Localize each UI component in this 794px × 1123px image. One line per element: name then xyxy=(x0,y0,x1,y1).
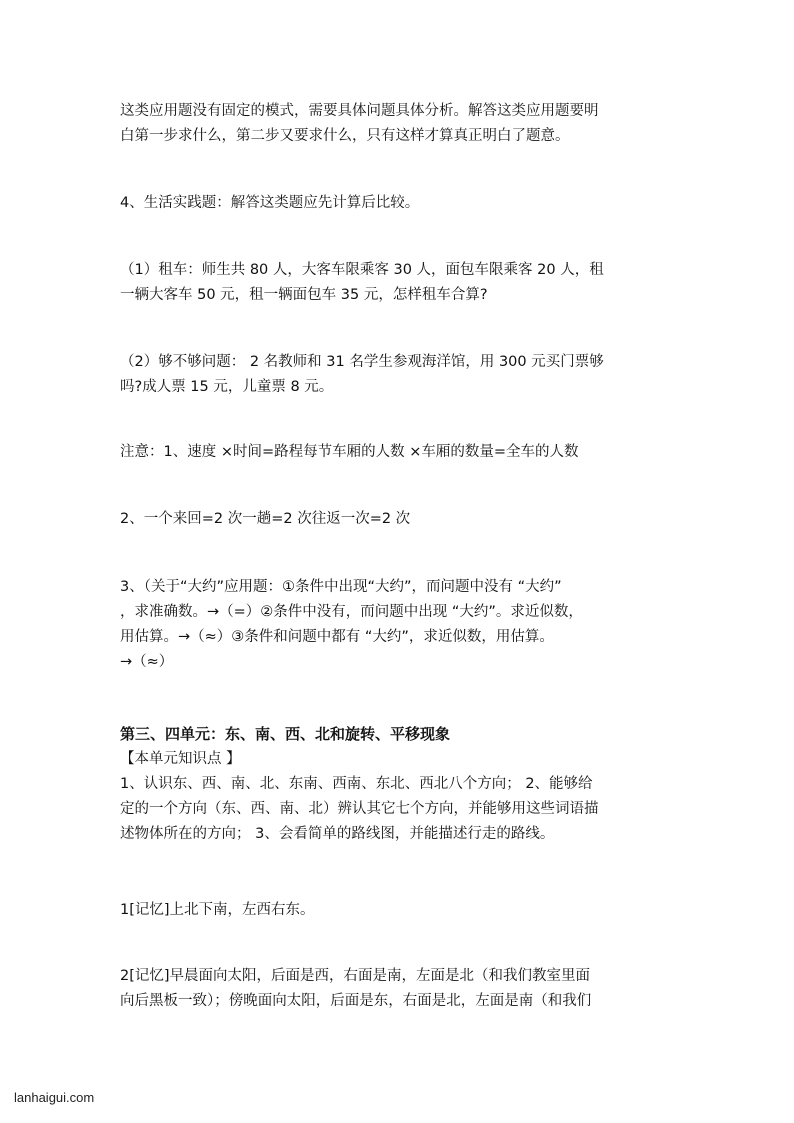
text-line: 1、认识东、西、南、北、东南、西南、东北、西北八个方向； 2、能够给 xyxy=(120,776,593,792)
item-4-paragraph xyxy=(120,191,680,216)
memory-2-paragraph xyxy=(120,964,680,1014)
text-line: （2）够不够问题： 2 名教师和 31 名学生参观海洋馆，用 300 元买门票够 xyxy=(120,354,604,370)
text-line: →（≈） xyxy=(120,654,174,670)
text-line: 定的一个方向（东、西、南、北）辨认其它七个方向，并能够用这些词语描 xyxy=(120,801,599,817)
text-line: 向后黑板一致）；傍晚面向太阳，后面是东，右面是北，左面是南（和我们 xyxy=(120,993,592,1009)
note-3-paragraph xyxy=(120,575,680,675)
text-line: 白第一步求什么，第二步又要求什么，只有这样才算真正明白了题意。 xyxy=(120,128,570,144)
knowledge-label: 【本单元知识点 】 xyxy=(120,751,241,767)
text-line: 4、生活实践题：解答这类题应先计算后比较。 xyxy=(120,195,420,211)
text-line: 吗?成人票 15 元，儿童票 8 元。 xyxy=(120,379,334,395)
text-line: ，求准确数。→（=）②条件中没有，而问题中出现 “大约”。求近似数， xyxy=(120,604,583,620)
enough-money-paragraph xyxy=(120,350,680,400)
rent-car-paragraph xyxy=(120,258,680,308)
text-line: 述物体所在的方向； 3、会看简单的路线图，并能描述行走的路线。 xyxy=(120,826,555,842)
unit-section xyxy=(120,722,680,847)
text-line: 2[记忆]早晨面向太阳，后面是西，右面是南，左面是北（和我们教室里面 xyxy=(120,968,591,984)
text-line: 1[记忆]上北下南，左西右东。 xyxy=(120,902,315,918)
note-1-paragraph xyxy=(120,440,680,465)
text-line: 用估算。→（≈）③条件和问题中都有 “大约”，求近似数，用估算。 xyxy=(120,629,554,645)
memory-1-paragraph xyxy=(120,898,680,923)
text-line: 这类应用题没有固定的模式，需要具体问题具体分析。解答这类应用题要明 xyxy=(120,103,599,119)
text-line: 3、（关于“大约”应用题：①条件中出现“大约”，而问题中没有 “大约” xyxy=(120,579,562,595)
section-heading: 第三、四单元：东、南、西、北和旋转、平移现象 xyxy=(120,725,451,743)
text-line: 2、一个来回=2 次一趟=2 次往返一次=2 次 xyxy=(120,511,411,527)
note-2-paragraph xyxy=(120,507,680,532)
intro-paragraph xyxy=(120,99,680,149)
text-line: 注意：1、速度 ×时间=路程每节车厢的人数 ×车厢的数量=全车的人数 xyxy=(120,444,579,460)
text-line: （1）租车：师生共 80 人，大客车限乘客 30 人，面包车限乘客 20 人，租 xyxy=(120,262,604,278)
text-line: 一辆大客车 50 元，租一辆面包车 35 元，怎样租车合算? xyxy=(120,287,488,303)
footer-site-label: lanhaigui.com xyxy=(14,1090,95,1105)
